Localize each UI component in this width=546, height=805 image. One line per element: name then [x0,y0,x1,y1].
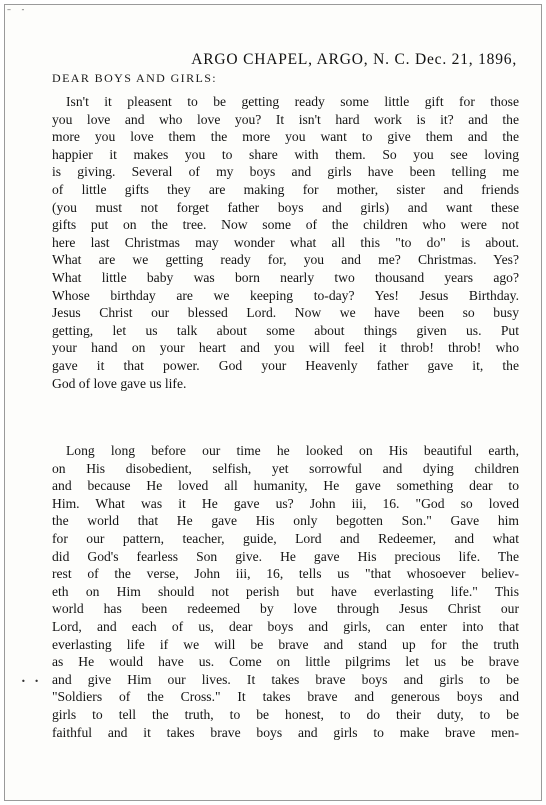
corner-marks: – - [7,5,29,14]
text-line: "Soldiers of the Cross." It takes brave and generous boys and [52,689,519,705]
text-line: happier it makes you to share with them. So you see loving [52,146,519,162]
paragraph-2 [52,442,519,741]
text-line: Him. What was it He gave us? John iii, 16. "God so loved [52,495,519,511]
text-line: getting, let us talk about some about things given us. Put [52,322,519,338]
text-line: Isn't it pleasent to be getting ready some little gift for those [66,94,519,109]
text-line: girls to tell the truth, to be honest, to do their duty, to be [52,706,519,722]
text-line: faithful and it takes brave boys and girls to make brave men- [52,724,519,740]
text-line: your hand on your heart and you will feel it throb! throb! who [52,340,519,356]
dateline: ARGO CHAPEL, ARGO, N. C. Dec. 21, 1896, [191,51,517,68]
text-line: everlasting life if we will be brave and stand up for the truth [52,636,519,652]
text-line: rest of the verse, John iii, 16, tells us "that whosoever believ- [52,566,519,582]
text-line: gave it that power. God your Heavenly father gave it, the [52,357,519,373]
text-line: What are we getting ready for, you and me? Christmas. Yes? [52,252,519,268]
text-line: God of love gave us life. [52,375,187,391]
text-line: Jesus Christ our blessed Lord. Now we have been so busy [52,305,519,321]
text-line: you love and who love you? It isn't hard work is it? and the [52,111,519,127]
text-line: the world that He gave His only begotten Son." Gave him [52,513,519,529]
text-line: on His disobedient, selfish, yet sorrowful and dying children [52,460,519,476]
margin-marks: • • [21,677,42,686]
salutation: DEAR BOYS AND GIRLS: [52,71,218,85]
text-line: here last Christmas may wonder what all this "to do" is about. [52,234,519,250]
text-line: Whose birthday are we keeping to-day? Yes! Jesus Birthday. [52,287,519,303]
text-line: did God's fearless Son give. He gave His precious life. The [52,548,519,564]
text-line: is giving. Several of my boys and girls have been telling me [52,164,519,180]
text-line: of little gifts they are making for mother, sister and friends [52,181,519,197]
text-line: world has been redeemed by love through Jesus Christ our [52,601,519,617]
text-line: What little baby was born nearly two thousand years ago? [52,269,519,285]
text-line: and give Him our lives. It takes brave boys and girls to be [52,671,519,687]
clipping-frame [4,4,542,801]
text-line: Long long before our time he looked on His beautiful earth, [66,443,519,458]
text-line: and because He loved all humanity, He gave something dear to [52,478,519,494]
text-line: gifts put on the tree. Now some of the children who were not [52,217,519,233]
text-line: Lord, and each of us, dear boys and girls, can enter into that [52,618,519,634]
text-line: for our pattern, teacher, guide, Lord and Redeemer, and what [52,530,519,546]
text-line: as He would have us. Come on little pilgrims let us be brave [52,654,519,670]
text-line: eth on Him should not perish but have everlasting life." This [52,583,519,599]
text-line: more you love them the more you want to give them and the [52,129,519,145]
text-line: (you must not forget father boys and girls) and want these [52,199,519,215]
paragraph-1 [52,93,519,392]
